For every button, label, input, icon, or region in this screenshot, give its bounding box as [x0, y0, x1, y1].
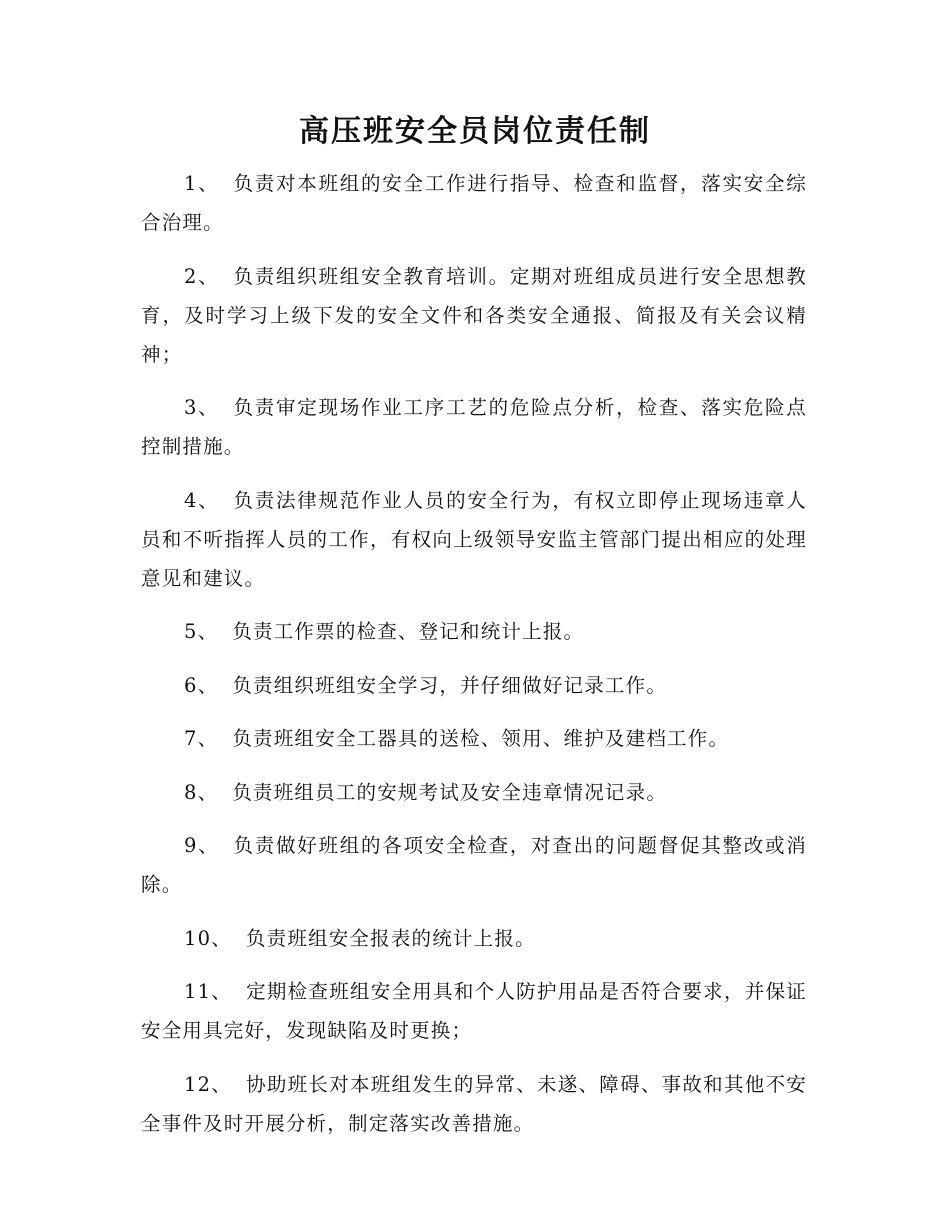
list-item	[141, 826, 807, 904]
item-number: 9、	[184, 834, 220, 857]
list-item	[141, 481, 807, 598]
item-number: 12、	[184, 1072, 233, 1096]
list-item	[141, 919, 807, 958]
item-number: 2、	[184, 264, 220, 288]
item-text: 负责组织班组安全教育培训。定期对班组成员进行安全思想教育，及时学习上级下发的安全文件和各类安全通报、简报及有关会议精神；	[141, 264, 807, 366]
item-text: 负责组织班组安全学习，并仔细做好记录工作。	[232, 673, 668, 697]
item-number: 11、	[184, 980, 233, 1003]
list-item	[141, 257, 807, 374]
item-text: 协助班长对本班组发生的异常、未遂、障碍、事故和其他不安全事件及时开展分析，制定落实改善措施。	[141, 1072, 807, 1135]
item-number: 8、	[184, 780, 219, 804]
item-number: 10、	[184, 926, 232, 950]
responsibility-list	[141, 164, 807, 1157]
item-text: 负责法律规范作业人员的安全行为，有权立即停止现场违章人员和不听指挥人员的工作，有权向上级领导安监主管部门提出相应的处理意见和建议。	[141, 488, 807, 590]
item-text: 定期检查班组安全用具和个人防护用品是否符合要求，并保证安全用具完好，发现缺陷及时更换；	[141, 980, 807, 1042]
list-item	[141, 972, 807, 1050]
item-text: 负责班组安全报表的统计上报。	[245, 926, 536, 950]
list-item	[141, 388, 807, 466]
document-title: 高压班安全员岗位责任制	[299, 114, 651, 149]
item-number: 7、	[184, 727, 219, 750]
list-item	[141, 612, 807, 651]
list-item	[141, 1065, 807, 1143]
list-item	[141, 666, 807, 705]
list-item	[141, 164, 807, 242]
item-text: 负责做好班组的各项安全检查，对查出的问题督促其整改或消除。	[141, 834, 807, 896]
item-text: 负责审定现场作业工序工艺的危险点分析，检查、落实危险点控制措施。	[141, 396, 807, 458]
list-item	[141, 719, 807, 758]
item-text: 负责对本班组的安全工作进行指导、检查和监督，落实安全综合治理。	[141, 172, 807, 234]
item-number: 1、	[184, 172, 220, 195]
item-text: 负责班组员工的安规考试及安全违章情况记录。	[232, 780, 668, 804]
item-number: 6、	[184, 673, 219, 697]
list-item	[141, 773, 807, 812]
item-text: 负责工作票的检查、登记和统计上报。	[232, 620, 585, 643]
item-number: 4、	[184, 488, 220, 512]
item-text: 负责班组安全工器具的送检、领用、维护及建档工作。	[232, 727, 730, 750]
item-number: 3、	[184, 396, 220, 419]
item-number: 5、	[184, 620, 219, 643]
